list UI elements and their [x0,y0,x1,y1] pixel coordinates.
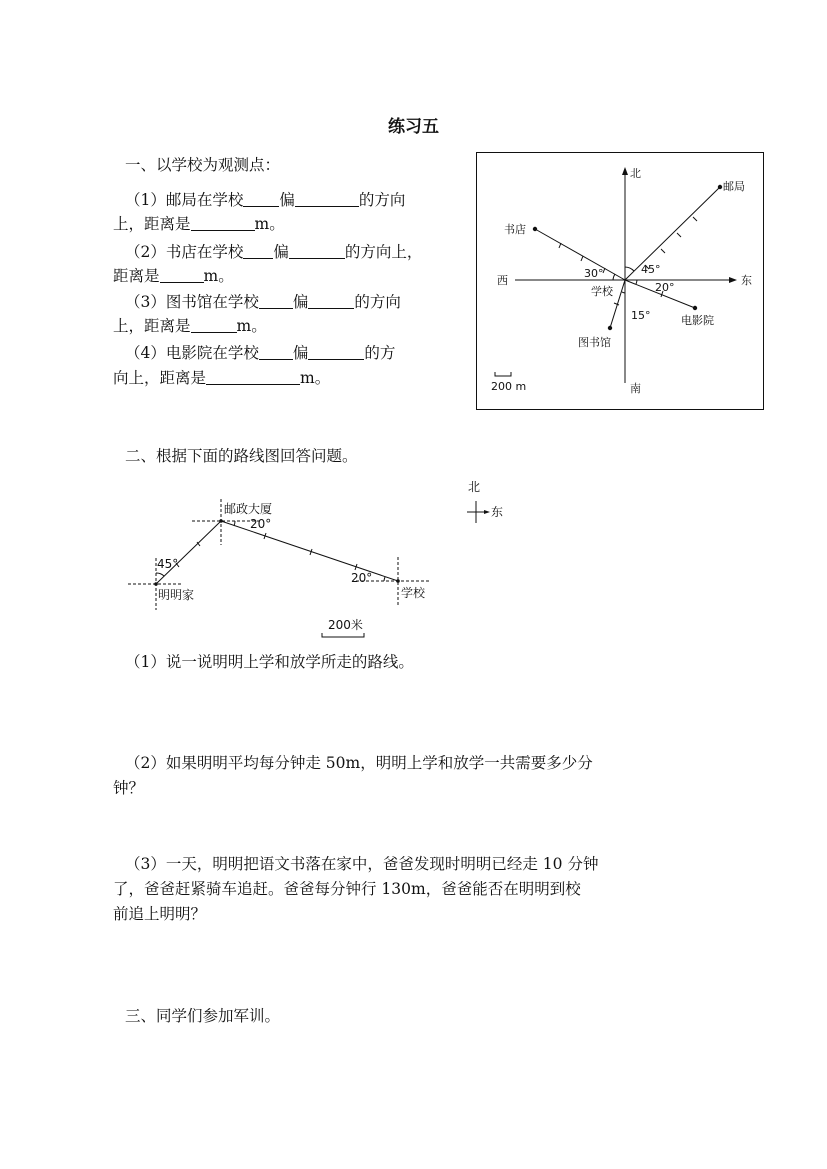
post-building-point [219,519,223,523]
section2-heading: 二、根据下面的路线图回答问题。 [125,447,358,465]
angle-bookstore-label: 30° [584,267,604,280]
question-2-1: （1）说一说明明上学和放学所走的路线。 [125,653,414,671]
answer-blank[interactable] [308,292,354,309]
angle-post-label: 20° [250,517,272,531]
north-arrow-icon [622,167,628,175]
home-to-post-route [156,521,221,584]
compass-north-label: 北 [468,480,481,494]
question-1-1-line2: 上，距离是 m。 [113,215,285,233]
school-label: 学校 [591,285,613,298]
answer-blank[interactable] [243,242,273,259]
home-point [154,582,158,586]
post-office-label: 邮局 [723,180,745,193]
question-2-3-line1: （3）一天，明明把语文书落在家中，爸爸发现时明明已经走 10 分钟 [125,855,599,873]
route-scale-label: 200米 [328,618,363,632]
bookstore-ray [535,229,625,280]
answer-blank[interactable] [259,292,293,309]
route-diagram [120,475,520,645]
compass-east-label: 东 [491,505,504,519]
library-label: 图书馆 [578,336,611,349]
post-office-point [718,185,722,189]
scale-bar [495,372,511,376]
question-2-2-line1: （2）如果明明平均每分钟走 50m，明明上学和放学一共需要多少分 [125,754,593,772]
cinema-label: 电影院 [681,314,714,327]
south-label: 南 [630,382,641,395]
angle-post-label: 45° [641,263,661,276]
compass-east-arrow-icon [484,510,490,514]
east-label: 东 [741,274,752,287]
answer-blank[interactable] [243,190,279,207]
answer-blank[interactable] [191,214,255,231]
section3-heading: 三、同学们参加军训。 [125,1007,281,1025]
answer-blank[interactable] [308,343,364,360]
direction-diagram [477,153,762,408]
angle-library-label: 15° [631,309,651,322]
angle-home-label: 45° [157,557,179,571]
question-1-3-line1: （3）图书馆在学校 偏 的方向 [125,293,401,311]
library-point [608,326,612,330]
direction-figure [476,152,764,410]
answer-blank[interactable] [289,242,345,259]
school-label: 学校 [401,586,426,600]
east-arrow-icon [729,277,737,283]
section1-heading: 一、以学校为观测点： [125,156,281,174]
answer-blank[interactable] [206,368,300,385]
question-1-4-line1: （4）电影院在学校 偏 的方 [125,344,396,362]
post-building-label: 邮政大厦 [224,502,273,516]
home-label: 明明家 [158,588,195,602]
answer-blank[interactable] [160,266,204,283]
scale-label: 200 m [491,380,527,393]
question-1-3-line2: 上，距离是 m。 [113,317,267,335]
route-scale-bar [322,633,364,637]
answer-blank[interactable] [259,343,293,360]
question-2-3-line3: 前追上明明？ [113,905,207,923]
post-office-ray [625,187,720,280]
question-1-4-line2: 向上，距离是 m。 [113,369,331,387]
cinema-point [693,306,697,310]
question-1-1-line1: （1）邮局在学校 偏 的方向 [125,191,406,209]
page-title: 练习五 [388,117,439,137]
angle-school-label: 20° [351,571,373,585]
north-label: 北 [630,167,641,180]
question-2-2-line2: 钟？ [113,779,145,797]
angle-cinema-label: 20° [655,281,675,294]
answer-blank[interactable] [295,190,359,207]
west-label: 西 [497,274,508,287]
bookstore-point [533,227,537,231]
question-2-3-line2: 了，爸爸赶紧骑车追赶。爸爸每分钟行 130m，爸爸能否在明明到校 [113,880,581,898]
question-1-2-line2: 距离是 m。 [113,267,234,285]
answer-blank[interactable] [191,316,237,333]
school-point [396,579,400,583]
bookstore-label: 书店 [504,223,526,236]
question-1-2-line1: （2）书店在学校 偏 的方向上， [125,243,423,261]
